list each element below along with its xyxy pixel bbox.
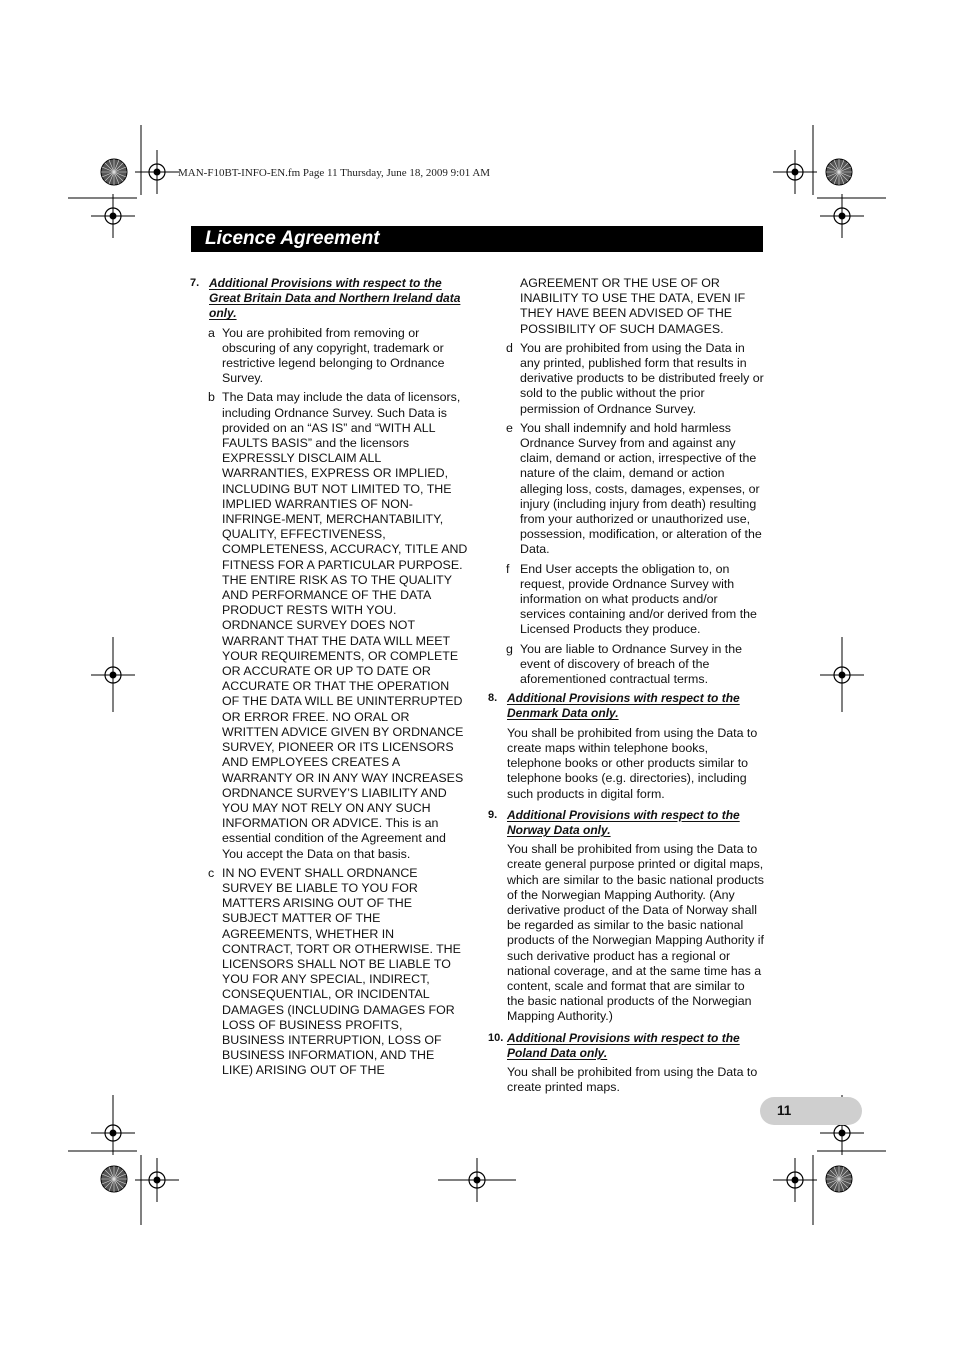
page-title: Licence Agreement (205, 228, 380, 249)
section-heading-text: Additional Provisions with respect to the Norway Data only. (507, 807, 740, 837)
item-letter: g (506, 641, 513, 656)
section-9-heading (488, 808, 764, 838)
list-item-c (190, 866, 468, 1079)
item-text: You are prohibited from removing or obscuring of any copyright, trademark or restrictive legend belonging to Ordnance Survey. (222, 325, 445, 386)
item-text: The Data may include the data of licensors, including Ordnance Survey. Such Data is provided on an “AS IS” and “WITH ALL FAULTS BASIS” and the licensors EXPRESSLY DISCLAIM ALL WARRANTIES, EXPRESS OR IMPLIED, INCLUDING BUT NOT LIMITED TO, THE IMPLIED WARRANTIES OF NON-INFRINGE-MENT, MERCHANTABILITY, QUALITY, EFFECTIVENESS, COMPLETENESS, ACCURACY, TITLE AND FITNESS FOR A PARTICULAR PURPOSE. THE ENTIRE RISK AS TO THE QUALITY AND PERFORMANCE OF THE DATA PRODUCT RESTS WITH YOU. ORDNANCE SURVEY DOES NOT WARRANT THAT THE DATA WILL MEET YOUR REQUIREMENTS, OR COMPLETE OR ACCURATE OR UP TO DATE OR ACCURATE OR THAT THE OPERATION OF THE DATA WILL BE UNINTERRUPTED OR ERROR FREE. NO ORAL OR WRITTEN ADVICE GIVEN BY ORDNANCE SURVEY, PIONEER OR ITS LICENSORS AND EMPLOYEES CREATES A WARRANTY OR IN ANY WAY INCREASES ORDNANCE SURVEY’S LIABILITY AND YOU MAY NOT RELY ON ANY SUCH INFORMATION OR ADVICE. This is an essential condition of the Agreement and You accept the Data on that basis. (222, 390, 468, 861)
file-info-header: MAN-F10BT-INFO-EN.fm Page 11 Thursday, June 18, 2009 9:01 AM (178, 167, 491, 179)
section-8-text: You shall be prohibited from using the Data to create maps within telephone books, telephone books or other products similar to telephone books (e.g. directories), including such products in digital form. (507, 725, 758, 801)
section-heading-text: Additional Provisions with respect to the Poland Data only. (507, 1030, 740, 1060)
section-number: 10. (488, 1031, 504, 1044)
list-item-g (488, 642, 764, 688)
list-item-a (190, 326, 468, 387)
item-letter: e (506, 420, 513, 435)
item-text: You shall indemnify and hold harmless Ordnance Survey from and against any claim, demand or action, irrespective of the nature of the claim, demand or action alleging loss, costs, damages, expenses, or injury (including injury from death) resulting from your authorized or unauthorized use, possession, modification, or alteration of the Data. (520, 420, 762, 557)
page-number-tab (760, 1097, 862, 1125)
item-letter: f (506, 561, 510, 576)
item-text: You are liable to Ordnance Survey in the event of discovery of breach of the aforementioned contractual terms. (520, 641, 743, 687)
item-letter: a (208, 325, 215, 340)
item-text: End User accepts the obligation to, on request, provide Ordnance Survey with information on what products and/or services containing and/or derived from the Licensed Products they produce. (520, 561, 757, 637)
item-text: You are prohibited from using the Data in any printed, published form that results in derivative products to be distributed freely or sold to the public without the prior permission of Ordnance Survey. (520, 340, 764, 416)
section-number: 9. (488, 808, 498, 821)
section-heading-text: Additional Provisions with respect to the Denmark Data only. (507, 691, 740, 721)
list-item-e (488, 421, 764, 558)
section-number: 8. (488, 692, 498, 705)
left-column (190, 276, 468, 1083)
title-bar (191, 226, 763, 252)
list-item-d (488, 341, 764, 417)
item-text: IN NO EVENT SHALL ORDNANCE SURVEY BE LIABLE TO YOU FOR MATTERS ARISING OUT OF THE SUBJECT MATTER OF THE AGREEMENTS, WHETHER IN CONTRACT, TORT OR OTHERWISE. THE LICENSORS SHALL NOT BE LIABLE TO YOU FOR ANY SPECIAL, INDIRECT, CONSEQUENTIAL, OR INCIDENTAL DAMAGES (INCLUDING DAMAGES FOR LOSS OF BUSINESS PROFITS, BUSINESS INTERRUPTION, LOSS OF BUSINESS INFORMATION, AND THE LIKE) ARISING OUT OF THE (222, 865, 461, 1078)
list-item-c-continued: AGREEMENT OR THE USE OF OR INABILITY TO USE THE DATA, EVEN IF THEY HAVE BEEN ADVISED OF THE POSSIBILITY OF SUCH DAMAGES. (520, 276, 746, 336)
page-number: 11 (777, 1103, 792, 1118)
right-column (488, 276, 764, 1101)
section-10-text: You shall be prohibited from using the Data to create printed maps. (507, 1064, 758, 1095)
item-letter: d (506, 340, 513, 355)
section-9-text: You shall be prohibited from using the Data to create general purpose printed or digital maps, which are similar to the basic national products of the Norwegian Mapping Authority. (Any derivative product of the Data of Norway shall be regarded as similar to the basic national products of the Norwegian Mapping Authority if such derivative product has a regional or national coverage, and at the same time has a content, scale and format that are similar to the basic national products of the Norwegian Mapping Authority.) (507, 842, 764, 1024)
list-item-f (488, 562, 764, 638)
section-number: 7. (190, 277, 200, 289)
list-item-b (190, 390, 468, 861)
section-7-heading (190, 276, 468, 322)
item-letter: c (208, 865, 215, 880)
section-heading-text: Additional Provisions with respect to the Great Britain Data and Northern Ireland data only. (209, 276, 461, 321)
section-8-heading (488, 691, 764, 721)
section-10-heading (488, 1031, 764, 1061)
item-letter: b (208, 390, 215, 405)
